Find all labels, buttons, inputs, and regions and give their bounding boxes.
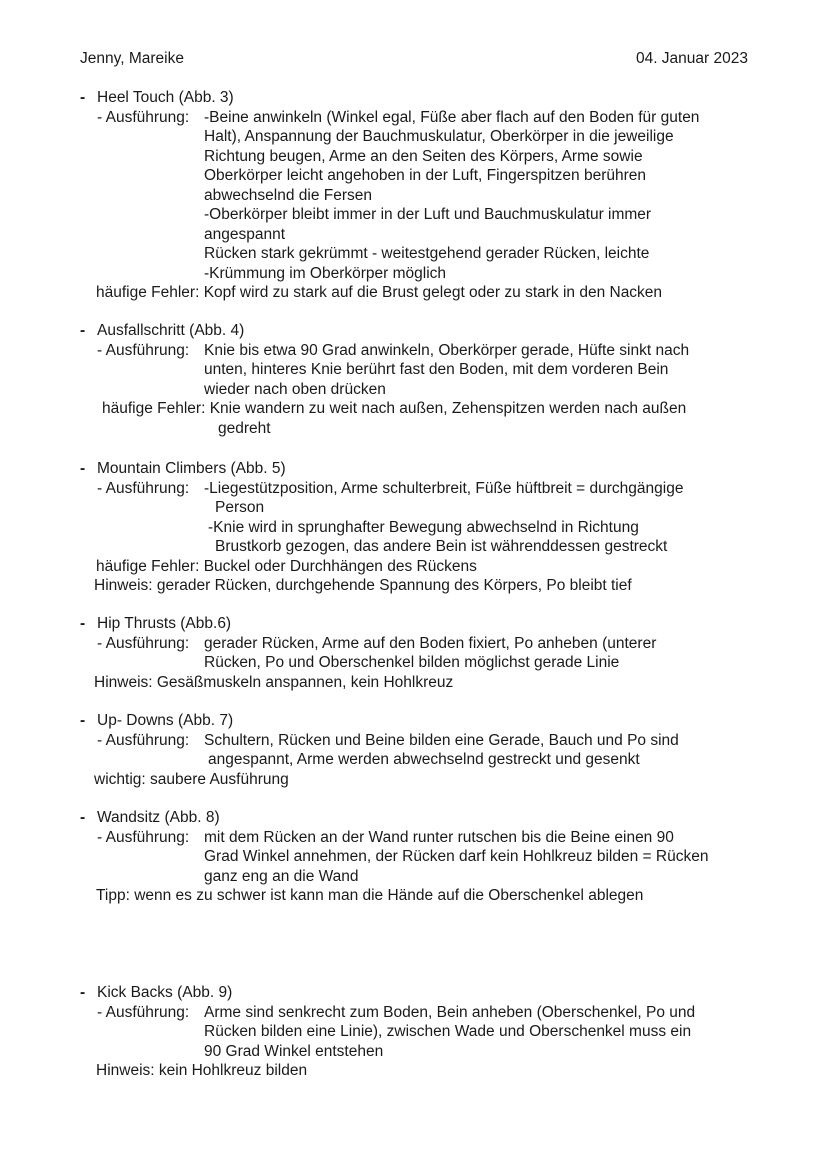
execution-line: Rücken, Po und Oberschenkel bilden möglichst gerade Linie	[204, 654, 620, 671]
execution-line: Halt), Anspannung der Bauchmuskulatur, Oberkörper in die jeweilige	[204, 128, 674, 145]
execution-line: angespannt	[204, 225, 286, 243]
exercise-title: Heel Touch (Abb. 3)	[97, 89, 234, 106]
execution-line: ganz eng an die Wand	[204, 867, 359, 885]
execution-line: mit dem Rücken an der Wand runter rutschen bis die Beine einen 90	[204, 828, 674, 846]
exercise-title: Ausfallschritt (Abb. 4)	[97, 322, 245, 339]
page-header	[80, 50, 748, 70]
execution-line: wieder nach oben drücken	[204, 380, 386, 398]
exercise-title: Kick Backs (Abb. 9)	[97, 984, 233, 1001]
exercise-title: Hip Thrusts (Abb.6)	[97, 615, 232, 632]
exercise-mountain-climbers	[80, 459, 760, 596]
list-dash: -	[80, 322, 86, 339]
execution-line: unten, hinteres Knie berührt fast den Boden, mit dem vorderen Bein	[204, 361, 669, 378]
execution-line: -Krümmung im Oberkörper möglich	[204, 264, 447, 282]
list-dash: -	[80, 460, 86, 477]
hint-note: Hinweis: gerader Rücken, durchgehende Spannung des Körpers, Po bleibt tief	[94, 577, 632, 594]
execution-line: -Oberkörper bleibt immer in der Luft und Bauchmuskulatur immer	[204, 206, 652, 223]
common-mistakes-note: häufige Fehler: Knie wandern zu weit nach außen, Zehenspitzen werden nach außen	[102, 400, 687, 417]
common-mistakes-note: häufige Fehler: Buckel oder Durchhängen des Rückens	[96, 557, 477, 575]
execution-line: Richtung beugen, Arme an den Seiten des Körpers, Arme sowie	[204, 147, 643, 165]
execution-label: - Ausführung:	[97, 341, 190, 359]
execution-label: - Ausführung:	[97, 108, 190, 126]
common-mistakes-note: häufige Fehler: Kopf wird zu stark auf die Brust gelegt oder zu stark in den Nacken	[96, 284, 663, 301]
exercise-title: Wandsitz (Abb. 8)	[97, 809, 220, 826]
execution-line: Knie bis etwa 90 Grad anwinkeln, Oberkörper gerade, Hüfte sinkt nach	[204, 341, 690, 359]
list-dash: -	[80, 712, 86, 729]
exercise-wandsitz	[80, 808, 760, 906]
exercise-heel-touch	[80, 88, 760, 303]
execution-line: gerader Rücken, Arme auf den Boden fixiert, Po anheben (unterer	[204, 634, 657, 652]
execution-line: 90 Grad Winkel entstehen	[204, 1042, 384, 1060]
document-date: 04. Januar 2023	[635, 50, 748, 67]
execution-line: -Beine anwinkeln (Winkel egal, Füße aber flach auf den Boden für guten	[204, 108, 700, 126]
execution-line: Rücken stark gekrümmt - weitestgehend gerader Rücken, leichte	[204, 245, 650, 262]
list-dash: -	[80, 984, 86, 1001]
execution-label: - Ausführung:	[97, 479, 190, 497]
execution-line: Schultern, Rücken und Beine bilden eine Gerade, Bauch und Po sind	[204, 731, 679, 749]
list-dash: -	[80, 615, 86, 632]
list-dash: -	[80, 809, 86, 826]
exercise-up-downs	[80, 711, 760, 789]
author-names: Jenny, Mareike	[80, 50, 184, 67]
execution-line: Grad Winkel annehmen, der Rücken darf kein Hohlkreuz bilden = Rücken	[204, 848, 709, 865]
execution-line: -Liegestützposition, Arme schulterbreit, Füße hüftbreit = durchgängige	[204, 479, 684, 497]
exercise-title: Up- Downs (Abb. 7)	[97, 712, 234, 729]
hint-note: Hinweis: Gesäßmuskeln anspannen, kein Hohlkreuz	[94, 673, 454, 691]
execution-label: - Ausführung:	[97, 828, 190, 846]
execution-line: Rücken bilden eine Linie), zwischen Wade und Oberschenkel muss ein	[204, 1023, 692, 1040]
execution-line: angespannt, Arme werden abwechselnd gestreckt und gesenkt	[208, 751, 640, 768]
execution-line: abwechselnd die Fersen	[204, 186, 373, 204]
exercise-hip-thrusts	[80, 614, 760, 692]
execution-label: - Ausführung:	[97, 731, 190, 749]
hint-note: Hinweis: kein Hohlkreuz bilden	[96, 1062, 308, 1079]
execution-label: - Ausführung:	[97, 634, 190, 652]
important-note: wichtig: saubere Ausführung	[94, 770, 289, 788]
execution-line: Person	[215, 499, 265, 516]
exercise-kick-backs	[80, 983, 760, 1081]
execution-line: Oberkörper leicht angehoben in der Luft, Fingerspitzen berühren	[204, 167, 647, 184]
execution-label: - Ausführung:	[97, 1003, 190, 1021]
execution-line: Arme sind senkrecht zum Boden, Bein anheben (Oberschenkel, Po und	[204, 1003, 696, 1021]
list-dash: -	[80, 89, 86, 106]
common-mistakes-note-cont: gedreht	[218, 419, 271, 437]
exercise-title: Mountain Climbers (Abb. 5)	[97, 460, 286, 477]
execution-line: -Knie wird in sprunghafter Bewegung abwechselnd in Richtung	[208, 518, 639, 536]
exercise-ausfallschritt	[80, 321, 760, 438]
tip-note: Tipp: wenn es zu schwer ist kann man die Hände auf die Oberschenkel ablegen	[96, 887, 644, 904]
execution-line: Brustkorb gezogen, das andere Bein ist währenddessen gestreckt	[215, 538, 668, 555]
